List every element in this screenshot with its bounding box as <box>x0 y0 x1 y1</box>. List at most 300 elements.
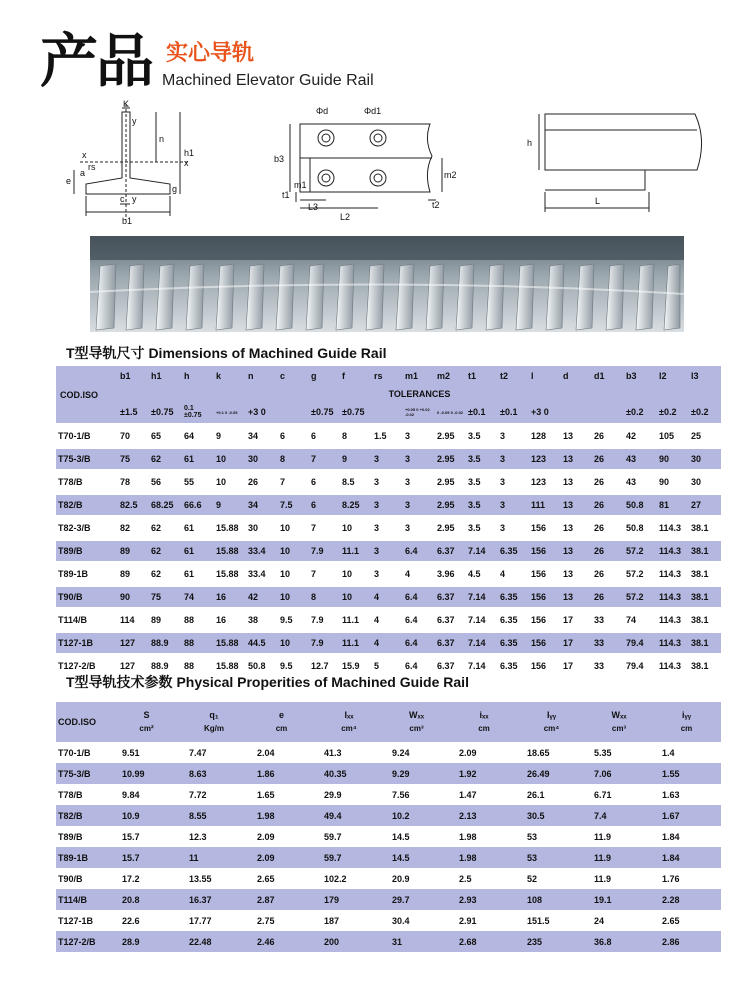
table-cell: 4 <box>372 587 403 607</box>
column-header: h1 <box>149 366 182 386</box>
table-cell: 26 <box>592 587 624 607</box>
table-cell: 56 <box>149 472 182 492</box>
table-cell: 88.9 <box>149 633 182 653</box>
table-cell: 9.29 <box>384 763 451 784</box>
row-code: T82/B <box>56 805 114 826</box>
table-cell: 79.4 <box>624 656 657 676</box>
table-cell: 88.9 <box>149 656 182 676</box>
table-cell: 11.9 <box>586 847 654 868</box>
column-header: b3 <box>624 366 657 386</box>
table-cell: 6.71 <box>586 784 654 805</box>
table-cell: 7 <box>309 564 340 584</box>
table-cell: 114.3 <box>657 518 689 538</box>
table-cell: 62 <box>149 564 182 584</box>
table-cell: 2.04 <box>249 742 316 763</box>
column-unit: cm⁴ <box>543 724 560 733</box>
table-cell: 66.6 <box>182 495 214 515</box>
table-cell: 3 <box>498 449 529 469</box>
column-unit: cm³ <box>611 724 627 733</box>
table-cell: 30 <box>246 449 278 469</box>
table-cell: 20.8 <box>114 889 181 910</box>
table-cell: 42 <box>246 587 278 607</box>
table-cell: 33 <box>592 656 624 676</box>
table-row <box>56 541 721 561</box>
table-cell: 3.5 <box>466 449 498 469</box>
table-cell: 4 <box>372 633 403 653</box>
tolerance-cell: +3 0 <box>246 401 278 423</box>
table-cell: 7 <box>278 472 309 492</box>
table-cell: 10.99 <box>114 763 181 784</box>
row-code: T127-2/B <box>56 656 118 676</box>
subtitle-chinese: 实心导轨 <box>166 40 255 65</box>
row-code: T114/B <box>56 889 114 910</box>
table-cell: 4 <box>403 564 435 584</box>
table-row <box>56 826 721 847</box>
table-cell: 6.37 <box>435 541 466 561</box>
table-cell: 2.5 <box>451 868 519 889</box>
table-cell: 75 <box>118 449 149 469</box>
table-cell: 90 <box>657 449 689 469</box>
table-cell: 14.5 <box>384 826 451 847</box>
table-cell: 42 <box>624 426 657 446</box>
rail-side-drawing <box>515 100 715 228</box>
table-cell: 8.63 <box>181 763 249 784</box>
table-cell: 57.2 <box>624 564 657 584</box>
table-cell: 61 <box>182 541 214 561</box>
table-cell: 50.8 <box>246 656 278 676</box>
table-cell: 156 <box>529 656 561 676</box>
table-cell: 27 <box>689 495 721 515</box>
table-cell: 9.5 <box>278 610 309 630</box>
column-header: t1 <box>466 366 498 386</box>
tolerance-cell <box>561 401 592 423</box>
column-header: f <box>340 366 372 386</box>
table-cell: 82.5 <box>118 495 149 515</box>
table-cell: 2.09 <box>451 742 519 763</box>
table-cell: 2.95 <box>435 449 466 469</box>
table-cell: 6.4 <box>403 656 435 676</box>
table-cell: 79.4 <box>624 633 657 653</box>
row-code: T89-1B <box>56 564 118 584</box>
table-cell: 18.65 <box>519 742 586 763</box>
table-cell: 10 <box>278 564 309 584</box>
table-cell: 41.3 <box>316 742 384 763</box>
column-unit: cm <box>680 724 693 733</box>
plan-label: Φd1 <box>364 106 382 116</box>
tolerance-cell: 0 -0.05 0 -0.02 <box>435 401 466 423</box>
table-cell: 6.35 <box>498 541 529 561</box>
table-cell: 7.9 <box>309 541 340 561</box>
table-cell: 33 <box>592 633 624 653</box>
rail-plan-drawing <box>260 100 470 228</box>
table-cell: 2.95 <box>435 495 466 515</box>
profile-label: x <box>184 158 189 168</box>
table-cell: 7.9 <box>309 610 340 630</box>
table-cell: 44.5 <box>246 633 278 653</box>
column-header: l3 <box>689 366 721 386</box>
column-name: Wₓₓ <box>611 710 627 720</box>
table-cell: 114.3 <box>657 564 689 584</box>
table-cell: 50.8 <box>624 495 657 515</box>
table-cell: 2.93 <box>451 889 519 910</box>
table-row <box>56 805 721 826</box>
table-cell: 1.65 <box>249 784 316 805</box>
table-cell: 128 <box>529 426 561 446</box>
column-name: Iᵧᵧ <box>546 710 557 720</box>
table-cell: 43 <box>624 472 657 492</box>
table-cell: 7.06 <box>586 763 654 784</box>
table-cell: 156 <box>529 610 561 630</box>
table-cell: 114.3 <box>657 633 689 653</box>
table-cell: 30 <box>246 518 278 538</box>
table-cell: 16 <box>214 610 246 630</box>
table-cell: 156 <box>529 518 561 538</box>
code-header: COD.ISO <box>56 366 118 423</box>
table-cell: 61 <box>182 564 214 584</box>
row-code: T89/B <box>56 826 114 847</box>
table-cell: 64 <box>182 426 214 446</box>
table-cell: 15.88 <box>214 633 246 653</box>
table-cell: 29.7 <box>384 889 451 910</box>
row-code: T89-1B <box>56 847 114 868</box>
table-cell: 3 <box>498 518 529 538</box>
row-code: T89/B <box>56 541 118 561</box>
column-unit: cm <box>275 724 288 733</box>
table-cell: 61 <box>182 449 214 469</box>
table-cell: 2.28 <box>654 889 721 910</box>
table-cell: 10 <box>278 518 309 538</box>
table-cell: 2.95 <box>435 426 466 446</box>
physical-section-title: T型导轨技术参数 Physical Properities of Machined Guide Rail <box>66 674 469 690</box>
physical-body <box>56 742 721 952</box>
table-cell: 3 <box>403 449 435 469</box>
table-cell: 6.4 <box>403 633 435 653</box>
table-cell: 15.7 <box>114 826 181 847</box>
row-code: T114/B <box>56 610 118 630</box>
table-cell: 10 <box>214 449 246 469</box>
table-cell: 15.88 <box>214 656 246 676</box>
column-name: q₁ <box>209 710 219 720</box>
table-cell: 3 <box>372 518 403 538</box>
table-cell: 30.5 <box>519 805 586 826</box>
table-cell: 26 <box>592 564 624 584</box>
column-header: d1 <box>592 366 624 386</box>
table-cell: 22.6 <box>114 910 181 931</box>
table-cell: 3 <box>372 495 403 515</box>
table-cell: 127 <box>118 633 149 653</box>
table-cell: 2.46 <box>249 931 316 952</box>
table-cell: 2.87 <box>249 889 316 910</box>
table-cell: 3 <box>498 426 529 446</box>
table-cell: 1.76 <box>654 868 721 889</box>
table-cell: 2.65 <box>654 910 721 931</box>
table-cell: 89 <box>149 610 182 630</box>
table-cell: 13 <box>561 472 592 492</box>
table-cell: 68.25 <box>149 495 182 515</box>
table-cell: 3.5 <box>466 426 498 446</box>
column-header: t2 <box>498 366 529 386</box>
table-cell: 10.9 <box>114 805 181 826</box>
table-cell: 53 <box>519 826 586 847</box>
profile-label: e <box>66 176 72 186</box>
table-row <box>56 633 721 653</box>
table-cell: 13 <box>561 587 592 607</box>
table-cell: 156 <box>529 587 561 607</box>
table-cell: 8.55 <box>181 805 249 826</box>
table-row <box>56 495 721 515</box>
table-cell: 1.86 <box>249 763 316 784</box>
profile-label: y <box>132 116 137 126</box>
table-cell: 1.5 <box>372 426 403 446</box>
table-cell: 38 <box>246 610 278 630</box>
table-cell: 19.1 <box>586 889 654 910</box>
column-header: g <box>309 366 340 386</box>
row-code: T82-3/B <box>56 518 118 538</box>
column-header <box>249 702 316 742</box>
table-cell: 6.35 <box>498 587 529 607</box>
table-cell: 30.4 <box>384 910 451 931</box>
table-row <box>56 763 721 784</box>
table-cell: 10 <box>278 633 309 653</box>
column-header: rs <box>372 366 403 386</box>
column-header <box>316 702 384 742</box>
table-row <box>56 472 721 492</box>
table-cell: 88 <box>182 633 214 653</box>
column-header: h <box>182 366 214 386</box>
table-row <box>56 610 721 630</box>
rails-photo <box>90 236 684 332</box>
column-header: b1 <box>118 366 149 386</box>
table-cell: 6.35 <box>498 610 529 630</box>
table-cell: 1.84 <box>654 847 721 868</box>
table-cell: 61 <box>182 518 214 538</box>
tolerance-cell: 0.1 ±0.75 <box>182 401 214 423</box>
column-name: e <box>278 710 284 720</box>
table-cell: 3.96 <box>435 564 466 584</box>
table-cell: 3 <box>372 564 403 584</box>
table-cell: 43 <box>624 449 657 469</box>
table-cell: 59.7 <box>316 826 384 847</box>
table-cell: 13 <box>561 541 592 561</box>
dimensions-body <box>56 423 721 676</box>
table-cell: 10.2 <box>384 805 451 826</box>
table-cell: 2.86 <box>654 931 721 952</box>
table-cell: 6.37 <box>435 587 466 607</box>
row-code: T127-1B <box>56 910 114 931</box>
row-code: T78/B <box>56 784 114 805</box>
table-row <box>56 426 721 446</box>
profile-label: K <box>123 100 130 109</box>
side-label: L <box>595 196 601 206</box>
table-cell: 6 <box>278 426 309 446</box>
table-cell: 9 <box>214 495 246 515</box>
table-cell: 89 <box>118 541 149 561</box>
column-name: iₓₓ <box>479 710 489 720</box>
table-cell: 6.37 <box>435 656 466 676</box>
table-cell: 2.91 <box>451 910 519 931</box>
table-cell: 9.5 <box>278 656 309 676</box>
table-cell: 1.47 <box>451 784 519 805</box>
profile-label: x <box>82 150 87 160</box>
row-code: T78/B <box>56 472 118 492</box>
table-cell: 14.5 <box>384 847 451 868</box>
table-cell: 10 <box>214 472 246 492</box>
table-cell: 55 <box>182 472 214 492</box>
table-cell: 15.7 <box>114 847 181 868</box>
table-cell: 6.4 <box>403 587 435 607</box>
table-cell: 38.1 <box>689 518 721 538</box>
tolerances-label-row <box>56 386 721 401</box>
profile-label: rs <box>88 162 96 172</box>
row-code: T75-3/B <box>56 449 118 469</box>
table-cell: 7.5 <box>278 495 309 515</box>
profile-label: h1 <box>184 148 195 158</box>
table-row <box>56 889 721 910</box>
table-cell: 123 <box>529 449 561 469</box>
table-cell: 29.9 <box>316 784 384 805</box>
table-cell: 2.13 <box>451 805 519 826</box>
table-cell: 105 <box>657 426 689 446</box>
table-cell: 1.67 <box>654 805 721 826</box>
table-cell: 3 <box>403 426 435 446</box>
table-cell: 3.5 <box>466 472 498 492</box>
tolerance-cell: ±0.2 <box>624 401 657 423</box>
table-cell: 2.75 <box>249 910 316 931</box>
table-cell: 7.14 <box>466 541 498 561</box>
plan-label: t1 <box>282 190 290 200</box>
tolerance-cell: ±0.75 <box>309 401 340 423</box>
table-cell: 114 <box>118 610 149 630</box>
table-cell: 3 <box>403 472 435 492</box>
table-cell: 1.55 <box>654 763 721 784</box>
table-cell: 11 <box>181 847 249 868</box>
table-cell: 26 <box>592 426 624 446</box>
table-cell: 127 <box>118 656 149 676</box>
table-cell: 9.24 <box>384 742 451 763</box>
table-cell: 7.14 <box>466 656 498 676</box>
table-cell: 13 <box>561 426 592 446</box>
subtitle-english: Machined Elevator Guide Rail <box>162 72 374 89</box>
table-cell: 8 <box>340 426 372 446</box>
table-cell: 2.65 <box>249 868 316 889</box>
table-cell: 9.84 <box>114 784 181 805</box>
column-header: m2 <box>435 366 466 386</box>
plan-label: t2 <box>432 200 440 210</box>
table-cell: 3 <box>403 518 435 538</box>
column-name: S <box>143 710 150 720</box>
table-cell: 74 <box>182 587 214 607</box>
table-cell: 187 <box>316 910 384 931</box>
table-row <box>56 847 721 868</box>
table-row <box>56 910 721 931</box>
table-cell: 13 <box>561 495 592 515</box>
column-unit: cm² <box>139 724 154 733</box>
table-cell: 13 <box>561 518 592 538</box>
table-cell: 8.25 <box>340 495 372 515</box>
table-cell: 179 <box>316 889 384 910</box>
row-code: T90/B <box>56 868 114 889</box>
table-cell: 7.72 <box>181 784 249 805</box>
column-name: Iₓₓ <box>344 710 354 720</box>
table-cell: 6.4 <box>403 610 435 630</box>
table-cell: 114.3 <box>657 587 689 607</box>
table-cell: 8 <box>309 587 340 607</box>
row-code: T75-3/B <box>56 763 114 784</box>
profile-label: y <box>132 194 137 204</box>
tolerance-cell: +3 0 <box>529 401 561 423</box>
row-code: T90/B <box>56 587 118 607</box>
table-cell: 10 <box>278 587 309 607</box>
table-cell: 38.1 <box>689 541 721 561</box>
table-cell: 11.9 <box>586 826 654 847</box>
table-row <box>56 518 721 538</box>
table-cell: 111 <box>529 495 561 515</box>
column-header <box>451 702 519 742</box>
table-cell: 1.98 <box>451 847 519 868</box>
row-code: T70-1/B <box>56 426 118 446</box>
dimensions-section-title: T型导轨尺寸 Dimensions of Machined Guide Rail <box>66 345 387 361</box>
table-cell: 1.98 <box>249 805 316 826</box>
tolerances-row <box>56 401 721 423</box>
table-cell: 33.4 <box>246 564 278 584</box>
table-cell: 17 <box>561 633 592 653</box>
table-cell: 3 <box>372 449 403 469</box>
table-cell: 7 <box>309 449 340 469</box>
column-header: l <box>529 366 561 386</box>
tolerances-label: TOLERANCES <box>118 386 721 401</box>
table-cell: 10 <box>340 564 372 584</box>
table-row <box>56 564 721 584</box>
table-cell: 7 <box>309 518 340 538</box>
table-cell: 26.1 <box>519 784 586 805</box>
table-cell: 15.88 <box>214 518 246 538</box>
tolerance-cell <box>278 401 309 423</box>
dimensions-table <box>56 366 721 676</box>
plan-label: L2 <box>340 212 351 222</box>
table-cell: 38.1 <box>689 587 721 607</box>
table-cell: 62 <box>149 541 182 561</box>
table-cell: 33 <box>592 610 624 630</box>
table-cell: 17 <box>561 610 592 630</box>
column-unit: Kg/m <box>204 724 224 733</box>
table-cell: 38.1 <box>689 656 721 676</box>
tolerance-cell: ±0.75 <box>340 401 372 423</box>
tolerance-cell: +0.05 0 +0.02 -0.02 <box>403 401 435 423</box>
table-cell: 9.51 <box>114 742 181 763</box>
table-cell: 11.9 <box>586 868 654 889</box>
table-cell: 17 <box>561 656 592 676</box>
column-header <box>586 702 654 742</box>
table-cell: 114.3 <box>657 610 689 630</box>
table-cell: 26 <box>246 472 278 492</box>
table-cell: 34 <box>246 426 278 446</box>
table-cell: 33.4 <box>246 541 278 561</box>
column-header: n <box>246 366 278 386</box>
table-cell: 88 <box>182 610 214 630</box>
plan-label: L3 <box>308 202 319 212</box>
column-header <box>519 702 586 742</box>
table-cell: 7.14 <box>466 610 498 630</box>
table-cell: 26 <box>592 518 624 538</box>
column-header: l2 <box>657 366 689 386</box>
table-cell: 62 <box>149 518 182 538</box>
table-cell: 25 <box>689 426 721 446</box>
table-cell: 1.84 <box>654 826 721 847</box>
table-cell: 89 <box>118 564 149 584</box>
table-cell: 22.48 <box>181 931 249 952</box>
table-cell: 11.1 <box>340 610 372 630</box>
tolerance-cell <box>372 401 403 423</box>
